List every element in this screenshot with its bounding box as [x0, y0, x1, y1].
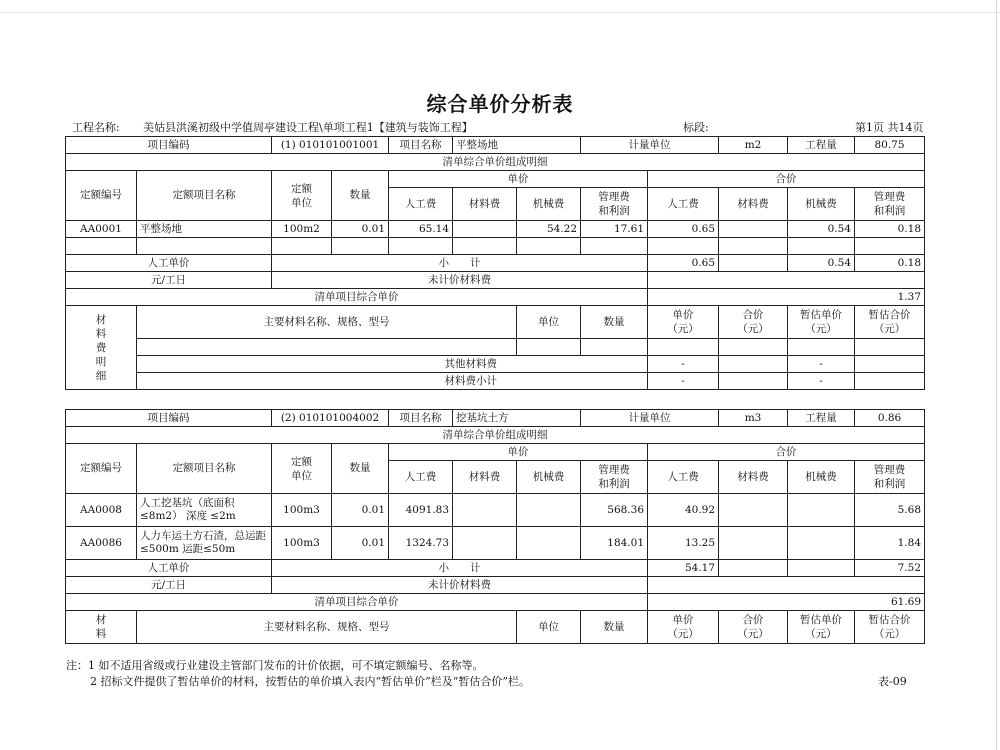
material-detail-char: 料	[95, 628, 107, 640]
per-day-label: 元/工日	[66, 272, 272, 289]
material-detail-char: 明	[95, 355, 107, 368]
header-line: （元）	[805, 323, 837, 335]
blank-cell	[855, 373, 925, 390]
blank-cell	[648, 339, 719, 356]
unit-mgmt: 17.61	[581, 221, 648, 238]
unit-machine	[517, 527, 581, 560]
blank-cell	[137, 238, 272, 255]
blank-cell	[648, 238, 719, 255]
quota-unit-header	[272, 444, 332, 494]
material-total-header	[719, 611, 788, 644]
quantity-label: 工程量	[788, 410, 855, 427]
item-header-row	[66, 137, 925, 154]
mgmt-line: 管理费	[598, 191, 630, 203]
price-group-row	[66, 444, 925, 461]
unit-material	[453, 494, 517, 527]
item-name-label: 项目名称	[389, 137, 453, 154]
blank-cell	[855, 238, 925, 255]
material-detail-label	[66, 611, 137, 644]
machine-header: 机械费	[517, 188, 581, 221]
item-code-value: (2) 010101004002	[272, 410, 389, 427]
mgmt-header	[581, 188, 648, 221]
quota-name: 平整场地	[137, 221, 272, 238]
subtotal-row	[66, 560, 925, 577]
note-line-2: 2 招标文件提供了暂估单价的材料，按暂估的单价填入表内“暂估单价”栏及“暂估合价”栏。	[90, 675, 530, 688]
mgmt-line: 和利润	[598, 205, 630, 217]
composite-price-value: 1.37	[648, 289, 925, 306]
quota-code: AA0001	[66, 221, 137, 238]
material-detail-char: 料	[95, 327, 107, 340]
labor-unit-price-label: 人工单价	[66, 560, 272, 577]
header-line: （元）	[873, 323, 906, 335]
other-material-row	[66, 356, 925, 373]
analysis-table-2	[65, 409, 925, 644]
dash-cell: -	[788, 356, 855, 373]
subtotal-label: 小 计	[272, 255, 648, 272]
material-header-row	[66, 611, 925, 644]
total-material	[719, 527, 788, 560]
subtotal-row	[66, 255, 925, 272]
total-mgmt: 5.68	[855, 494, 925, 527]
labor-unit-price-label: 人工单价	[66, 255, 272, 272]
blank-cell	[855, 339, 925, 356]
material-unit-header: 单位	[517, 306, 581, 339]
material-subtotal-row	[66, 373, 925, 390]
total-material	[719, 494, 788, 527]
blank-cell	[581, 238, 648, 255]
blank-cell	[719, 339, 788, 356]
total-material	[719, 221, 788, 238]
total-price-header: 合价	[648, 444, 925, 461]
quota-name: 人力车运土方石渣，总运距≤500m 运距≤50m	[137, 527, 272, 560]
quota-unit-line: 定额	[291, 182, 312, 195]
page-number: 第1页 共14页	[855, 121, 924, 134]
header-line: （元）	[805, 628, 837, 640]
unpriced-material-label: 未计价材料费	[272, 272, 648, 289]
material-unit-header: 单位	[517, 611, 581, 644]
quota-name-header: 定额项目名称	[137, 444, 272, 494]
blank-cell	[66, 238, 137, 255]
unit-price-header: 单价	[389, 444, 648, 461]
mgmt-header	[855, 188, 925, 221]
estimate-unit-header	[788, 611, 855, 644]
material-qty-header: 数量	[581, 306, 648, 339]
estimate-total-header	[855, 306, 925, 339]
blank-cell	[453, 238, 517, 255]
composition-row	[66, 154, 925, 171]
dash-cell: -	[648, 373, 719, 390]
blank-cell	[719, 238, 788, 255]
analysis-table-1	[65, 136, 925, 390]
quota-code: AA0086	[66, 527, 137, 560]
page-edge	[0, 12, 1000, 13]
header-line: 合价	[742, 309, 764, 321]
main-material-header: 主要材料名称、规格、型号	[137, 306, 517, 339]
header-line: （元）	[737, 628, 769, 640]
header-line: 单价	[672, 309, 694, 321]
header-line: 暂估单价	[800, 614, 843, 626]
blank-cell	[332, 238, 389, 255]
quota-unit: 100m3	[272, 527, 332, 560]
unit-label: 计量单位	[581, 410, 719, 427]
blank-cell	[137, 339, 517, 356]
unit-labor: 4091.83	[389, 494, 453, 527]
material-qty-header: 数量	[581, 611, 648, 644]
composition-title: 清单综合单价组成明细	[66, 154, 925, 171]
unit-value: m2	[719, 137, 788, 154]
unit-price-header: 单价	[389, 171, 648, 188]
total-machine: 0.54	[788, 221, 855, 238]
dash-cell: -	[648, 356, 719, 373]
quota-row	[66, 527, 925, 560]
mgmt-line: 和利润	[873, 478, 906, 490]
unpriced-material-value	[648, 272, 925, 289]
subtotal-material	[719, 255, 788, 272]
labor-header: 人工费	[648, 188, 719, 221]
note-line-1: 注：1 如不适用省级或行业建设主管部门发布的计价依据，可不填定额编号、名称等。	[66, 659, 484, 672]
quota-unit-line: 单位	[291, 196, 312, 209]
price-group-row	[66, 171, 925, 188]
labor-header: 人工费	[389, 461, 453, 494]
material-detail-label	[66, 306, 137, 390]
labor-header: 人工费	[648, 461, 719, 494]
header-line: （元）	[737, 323, 769, 335]
unit-mgmt: 184.01	[581, 527, 648, 560]
unpriced-material-value	[648, 577, 925, 594]
unpriced-row	[66, 272, 925, 289]
material-subtotal-label: 材料费小计	[137, 373, 648, 390]
quantity-header: 数量	[332, 171, 389, 221]
unpriced-row	[66, 577, 925, 594]
item-code-label: 项目编码	[66, 410, 272, 427]
blank-cell	[517, 339, 581, 356]
unpriced-material-label: 未计价材料费	[272, 577, 648, 594]
total-labor: 40.92	[648, 494, 719, 527]
unit-machine	[517, 494, 581, 527]
mgmt-line: 和利润	[598, 478, 630, 490]
header-line: 合价	[742, 614, 764, 626]
labor-header: 人工费	[389, 188, 453, 221]
quota-row	[66, 494, 925, 527]
unit-machine: 54.22	[517, 221, 581, 238]
document-title: 综合单价分析表	[426, 92, 574, 116]
subtotal-mgmt: 0.18	[855, 255, 925, 272]
subtotal-mgmt: 7.52	[855, 560, 925, 577]
material-detail-char: 材	[95, 614, 107, 626]
material-header: 材料费	[453, 461, 517, 494]
quota-unit: 100m3	[272, 494, 332, 527]
blank-cell	[788, 339, 855, 356]
material-unit-price-header	[648, 306, 719, 339]
quota-code-header: 定额编号	[66, 171, 137, 221]
quota-qty: 0.01	[332, 494, 389, 527]
quota-code: AA0008	[66, 494, 137, 527]
header-line: （元）	[873, 628, 906, 640]
estimate-unit-header	[788, 306, 855, 339]
subtotal-material	[719, 560, 788, 577]
item-name-value: 挖基坑土方	[453, 410, 581, 427]
mgmt-line: 和利润	[873, 205, 906, 217]
unit-value: m3	[719, 410, 788, 427]
unit-mgmt: 568.36	[581, 494, 648, 527]
composite-price-label: 清单项目综合单价	[66, 289, 648, 306]
mgmt-line: 管理费	[598, 464, 630, 476]
quota-name-header: 定额项目名称	[137, 171, 272, 221]
material-header-row	[66, 306, 925, 339]
unit-labor: 65.14	[389, 221, 453, 238]
dash-cell: -	[788, 373, 855, 390]
machine-header: 机械费	[788, 188, 855, 221]
quantity-value: 0.86	[855, 410, 925, 427]
blank-cell	[719, 373, 788, 390]
mgmt-header	[581, 461, 648, 494]
unit-material	[453, 527, 517, 560]
mgmt-header	[855, 461, 925, 494]
unit-labor: 1324.73	[389, 527, 453, 560]
total-mgmt: 1.84	[855, 527, 925, 560]
header-line: 单价	[672, 614, 694, 626]
quota-qty: 0.01	[332, 221, 389, 238]
material-header: 材料费	[719, 461, 788, 494]
quantity-label: 工程量	[788, 137, 855, 154]
total-machine	[788, 494, 855, 527]
blank-row	[66, 238, 925, 255]
material-blank-row	[66, 339, 925, 356]
machine-header: 机械费	[788, 461, 855, 494]
quota-code-header: 定额编号	[66, 444, 137, 494]
total-machine	[788, 527, 855, 560]
section-label: 标段:	[683, 121, 709, 134]
composition-row	[66, 427, 925, 444]
quota-unit: 100m2	[272, 221, 332, 238]
item-name-label: 项目名称	[389, 410, 453, 427]
item-code-label: 项目编码	[66, 137, 272, 154]
unit-label: 计量单位	[581, 137, 719, 154]
mgmt-line: 管理费	[873, 464, 906, 476]
blank-cell	[272, 238, 332, 255]
composite-row	[66, 289, 925, 306]
quota-qty: 0.01	[332, 527, 389, 560]
item-name-value: 平整场地	[453, 137, 581, 154]
quantity-header: 数量	[332, 444, 389, 494]
subtotal-machine	[788, 560, 855, 577]
subtotal-machine: 0.54	[788, 255, 855, 272]
quota-unit-line: 单位	[291, 469, 312, 482]
quota-unit-line: 定额	[291, 455, 312, 468]
blank-cell	[855, 356, 925, 373]
composite-price-label: 清单项目综合单价	[66, 594, 648, 611]
material-detail-char: 费	[95, 341, 107, 354]
material-detail-char: 细	[95, 369, 107, 382]
project-name-label: 工程名称:	[72, 121, 120, 134]
item-header-row	[66, 410, 925, 427]
total-labor: 13.25	[648, 527, 719, 560]
total-mgmt: 0.18	[855, 221, 925, 238]
blank-cell	[517, 238, 581, 255]
material-header: 材料费	[719, 188, 788, 221]
blank-cell	[389, 238, 453, 255]
form-number: 表-09	[878, 675, 907, 688]
blank-cell	[788, 238, 855, 255]
composite-price-value: 61.69	[648, 594, 925, 611]
header-line: （元）	[667, 323, 699, 335]
header-line: （元）	[667, 628, 699, 640]
material-header: 材料费	[453, 188, 517, 221]
subtotal-labor: 54.17	[648, 560, 719, 577]
header-line: 暂估合价	[868, 309, 911, 321]
composite-row	[66, 594, 925, 611]
composition-title: 清单综合单价组成明细	[66, 427, 925, 444]
header-line: 暂估单价	[800, 309, 843, 321]
material-total-header	[719, 306, 788, 339]
quota-unit-header	[272, 171, 332, 221]
unit-material	[453, 221, 517, 238]
quota-row	[66, 221, 925, 238]
material-detail-char: 材	[95, 313, 107, 326]
machine-header: 机械费	[517, 461, 581, 494]
blank-cell	[719, 356, 788, 373]
material-unit-price-header	[648, 611, 719, 644]
subtotal-label: 小 计	[272, 560, 648, 577]
project-name-value: 美姑县洪溪初级中学值周亭建设工程\单项工程1【建筑与装饰工程】	[143, 121, 473, 134]
total-labor: 0.65	[648, 221, 719, 238]
other-material-label: 其他材料费	[137, 356, 648, 373]
quota-name: 人工挖基坑（底面积≤8m2） 深度 ≤2m	[137, 494, 272, 527]
mgmt-line: 管理费	[873, 191, 906, 203]
item-code-value: (1) 010101001001	[272, 137, 389, 154]
estimate-total-header	[855, 611, 925, 644]
per-day-label: 元/工日	[66, 577, 272, 594]
header-line: 暂估合价	[868, 614, 911, 626]
subtotal-labor: 0.65	[648, 255, 719, 272]
blank-cell	[581, 339, 648, 356]
quantity-value: 80.75	[855, 137, 925, 154]
total-price-header: 合价	[648, 171, 925, 188]
main-material-header: 主要材料名称、规格、型号	[137, 611, 517, 644]
